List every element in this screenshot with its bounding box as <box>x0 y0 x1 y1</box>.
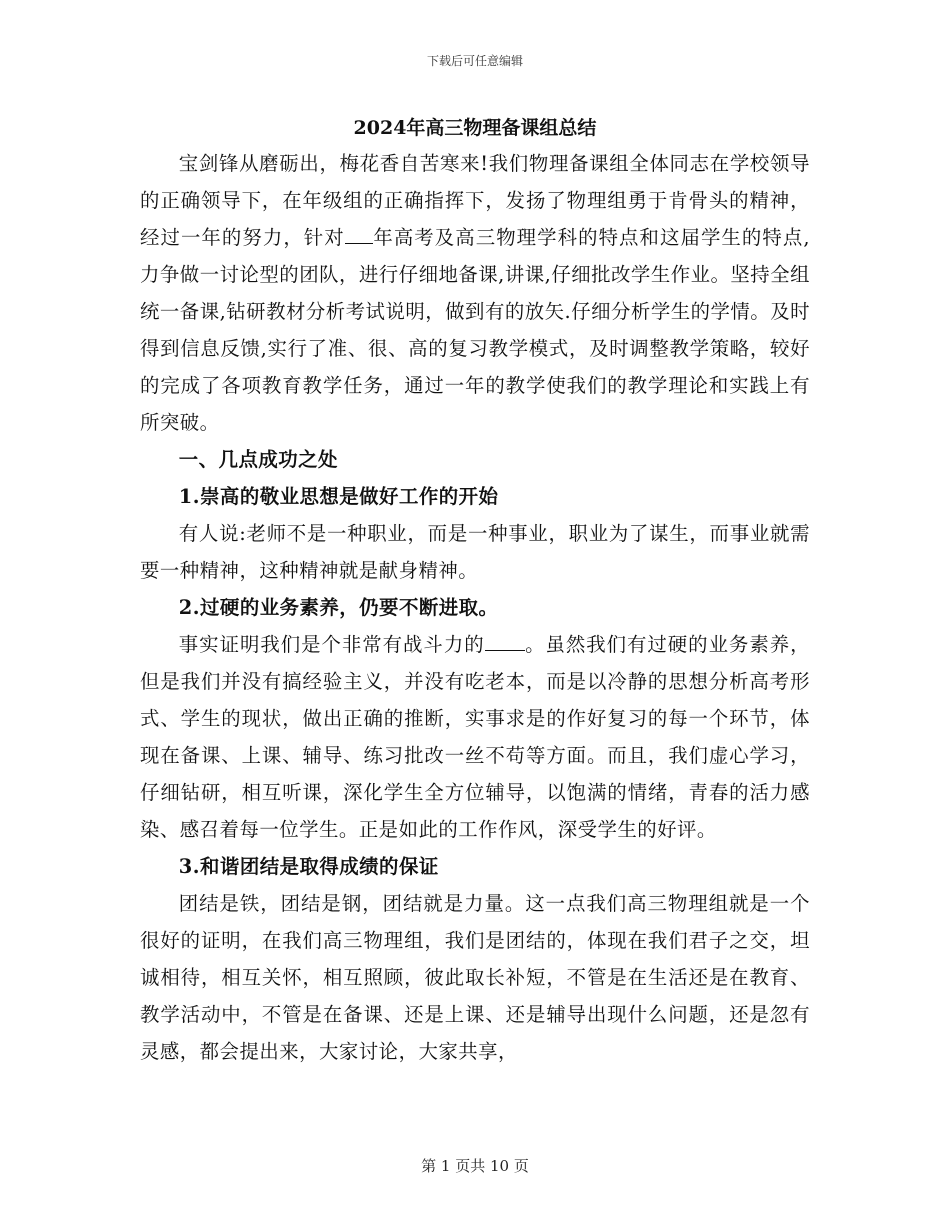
item3-paragraph: 团结是铁，团结是钢，团结就是力量。这一点我们高三物理组就是一个很好的证明，在我们高三物理组，我们是团结的，体现在我们君子之交，坦诚相待，相互关怀，相互照顾，彼此取长补短，不管是在生活还是在教育、教学活动中，不管是在备课、还是上课、还是辅导出现什么问题，还是忽有灵感，都会提出来，大家讨论，大家共享， <box>140 892 810 1063</box>
intro-text-part2: 年高考及高三物理学科的特点和这届学生的特点,力争做一讨论型的团队，进行仔细地备课,讲课,仔细批改学生作业。坚持全组统一备课,钻研教材分析考试说明，做到有的放矢.仔细分析学生的学情。及时得到信息反馈,实行了准、很、高的复习教学模式，及时调整教学策略，较好的完成了各项教育教学任务，通过一年的教学使我们的教学理论和实践上有所突破。 <box>140 226 811 434</box>
item3-heading: 3.和谐团结是取得成绩的保证 <box>178 855 439 878</box>
document-body <box>140 145 810 1070</box>
section-heading-successes: 一、几点成功之处 <box>178 448 338 471</box>
item1-paragraph: 有人说:老师不是一种职业，而是一种事业，职业为了谋生，而事业就需要一种精神，这种精神就是献身精神。 <box>140 522 810 582</box>
page-header: 下载后可任意编辑 <box>426 54 523 68</box>
year-blank <box>345 219 373 244</box>
team-blank <box>485 626 525 651</box>
item2-text-part2: 。虽然我们有过硬的业务素养，但是我们并没有搞经验主义，并没有吃老本，而是以冷静的思想分析高考形式、学生的现状，做出正确的推断，实事求是的作好复习的每一个环节，体现在备课、上课、辅导、练习批改一丝不苟等方面。而且，我们虚心学习，仔细钻研，相互听课，深化学生全方位辅导，以饱满的情绪，青春的活力感染、感召着每一位学生。正是如此的工作作风，深受学生的好评。 <box>140 633 811 841</box>
item2-text-part1: 事实证明我们是个非常有战斗力的 <box>178 633 485 656</box>
page-footer: 第 1 页共 10 页 <box>421 1157 529 1175</box>
item2-paragraph <box>140 626 810 848</box>
intro-text-part1: 宝剑锋从磨砺出，梅花香自苦寒来!我们物理备课组全体同志在学校领导的正确领导下，在年级组的正确指挥下，发扬了物理组勇于肯骨头的精神，经过一年的努力，针对 <box>140 152 810 249</box>
item1-heading: 1.崇高的敬业思想是做好工作的开始 <box>178 485 499 508</box>
intro-paragraph <box>140 145 810 441</box>
item2-heading: 2.过硬的业务素养，仍要不断进取。 <box>178 596 499 619</box>
document-title: 2024年高三物理备课组总结 <box>353 117 597 139</box>
